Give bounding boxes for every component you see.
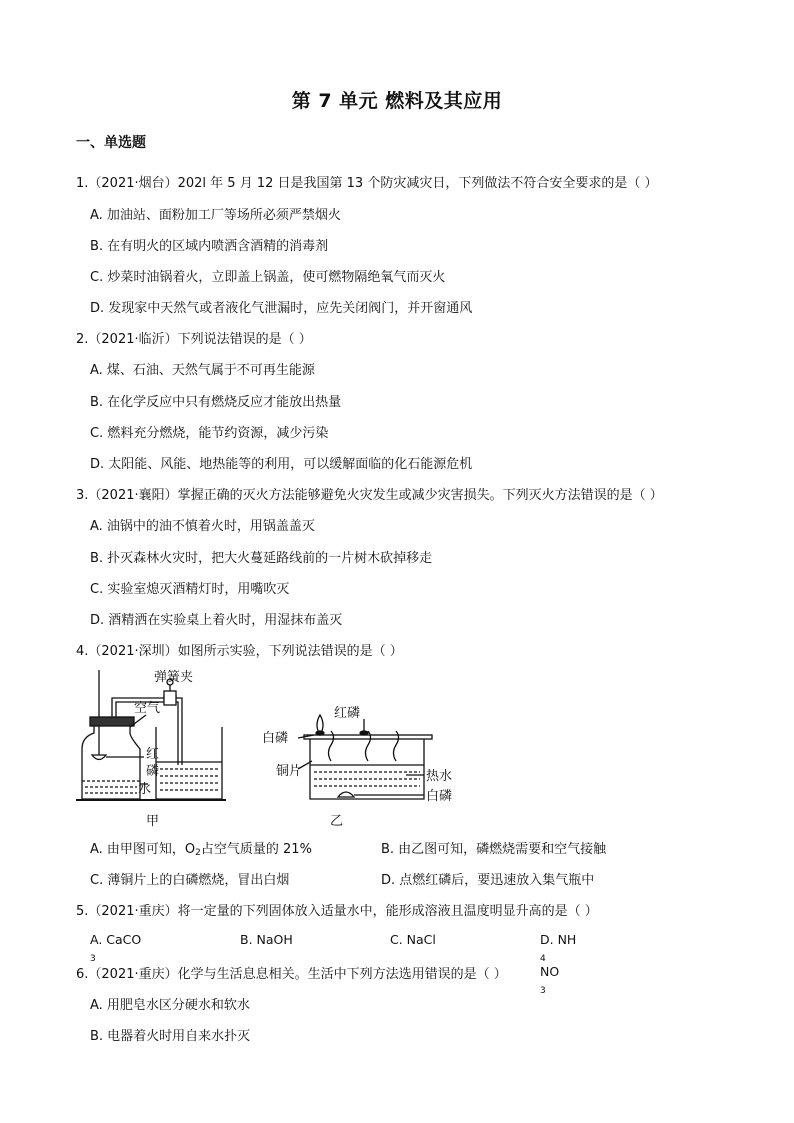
question-6-option-a: A. 用肥皂水区分硬水和软水	[90, 998, 250, 1013]
question-5-stem: 5.（2021·重庆）将一定量的下列固体放入适量水中，能形成溶液且温度明显升高的是（ ）	[76, 904, 598, 919]
question-1-option-b: B. 在有明火的区域内喷洒含酒精的消毒剂	[90, 239, 329, 254]
question-3-option-b: B. 扑灭森林火灾时，把大火蔓延路线前的一片树木砍掉移走	[90, 551, 433, 566]
label-hot-water: 热水	[426, 769, 453, 784]
question-5-option-b: B. NaOH	[240, 932, 293, 947]
label-red-phosphorus-1: 红	[146, 747, 160, 762]
apparatus-yi	[298, 715, 432, 799]
question-2-stem: 2.（2021·临沂）下列说法错误的是（ ）	[76, 332, 312, 347]
question-6-stem: 6.（2021·重庆）化学与生活息息相关。生活中下列方法选用错误的是（ ）	[76, 967, 507, 982]
question-4-option-d: D. 点燃红磷后，要迅速放入集气瓶中	[381, 873, 595, 888]
question-1-option-d: D. 发现家中天然气或者液化气泄漏时，应先关闭阀门，并开窗通风	[90, 301, 473, 316]
label-red-phosphorus-2: 磷	[146, 764, 160, 779]
label-white-phosphorus: 白磷	[262, 731, 289, 746]
question-1-option-c: C. 炒菜时油锅着火，立即盖上锅盖，使可燃物隔绝氧气而灭火	[90, 270, 446, 285]
question-4-option-b: B. 由乙图可知，磷燃烧需要和空气接触	[381, 842, 607, 857]
label-white-phosphorus-2: 白磷	[426, 789, 453, 804]
question-1-stem: 1.（2021·烟台）202l 年 5 月 12 日是我国第 13 个防灾减灾日，下列做法不符合安全要求的是（ ）	[76, 176, 658, 191]
label-jia: 甲	[146, 814, 160, 829]
label-water: 水	[138, 782, 152, 797]
question-5-option-c: C. NaCl	[390, 932, 436, 947]
question-5-option-a: A. CaCO$_3$	[90, 932, 142, 964]
question-3-option-d: D. 酒精洒在实验桌上着火时，用湿抹布盖灭	[90, 613, 343, 628]
label-spring-clip: 弹簧夹	[154, 670, 194, 685]
question-2-option-d: D. 太阳能、风能、地热能等的利用，可以缓解面临的化石能源危机	[90, 457, 473, 472]
question-3-option-a: A. 油锅中的油不慎着火时，用锅盖盖灭	[90, 519, 315, 534]
question-2-option-c: C. 燃料充分燃烧，能节约资源，减少污染	[90, 426, 329, 441]
question-2-option-b: B. 在化学反应中只有燃烧反应才能放出热量	[90, 395, 342, 410]
question-4-stem: 4.（2021·深圳）如图所示实验，下列说法错误的是（ ）	[76, 644, 403, 659]
page-title: 第 7 单元 燃料及其应用	[291, 90, 503, 112]
question-3-stem: 3.（2021·襄阳）掌握正确的灭火方法能够避免火灾发生或减少灾害损失。下列灭火方法错误的是（ ）	[76, 488, 663, 503]
label-yi: 乙	[330, 814, 344, 829]
question-4-option-c: C. 薄铜片上的白磷燃烧，冒出白烟	[90, 873, 290, 888]
question-3-option-c: C. 实验室熄灭酒精灯时，用嘴吹灭	[90, 582, 290, 597]
question-4-option-a: A. 由甲图可知，$O_2$占空气质量的 21%	[90, 842, 312, 858]
section-heading: 一、单选题	[76, 135, 146, 151]
label-copper-sheet: 铜片	[276, 764, 303, 779]
label-air: 空气	[134, 701, 161, 716]
question-2-option-a: A. 煤、石油、天然气属于不可再生能源	[90, 363, 315, 378]
label-red-phosphorus: 红磷	[334, 706, 361, 721]
question-5-option-d: D. $NH_4NO_3$	[540, 932, 577, 996]
experiment-figure	[76, 665, 636, 830]
apparatus-jia	[76, 670, 226, 800]
question-1-option-a: A. 加油站、面粉加工厂等场所必须严禁烟火	[90, 208, 341, 223]
question-6-option-b: B. 电器着火时用自来水扑灭	[90, 1029, 251, 1044]
